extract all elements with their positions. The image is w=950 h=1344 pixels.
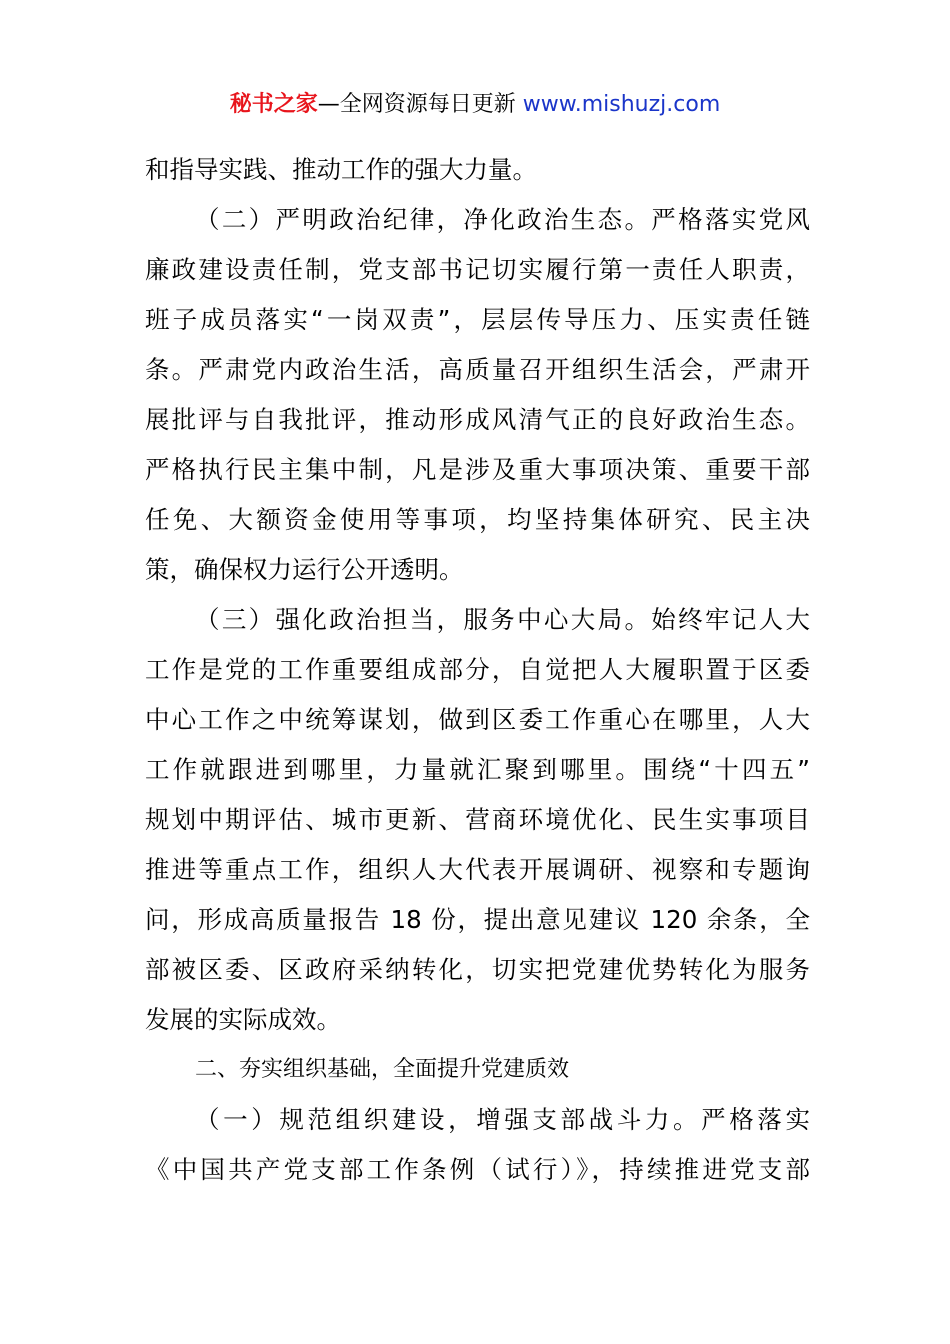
site-tagline: —全网资源每日更新 [317,92,516,117]
section-heading: 二、夯实组织基础，全面提升党建质效 [195,1057,570,1082]
text-line: 部被区委、区政府采纳转化，切实把党建优势转化为服务 [145,955,810,984]
document-body [145,145,810,1195]
text-line: 班子成员落实“一岗双责”，层层传导压力、压实责任链 [145,305,810,334]
text-line: 工作就跟进到哪里，力量就汇聚到哪里。围绕“十四五” [145,755,810,784]
paragraph-first-line: （二）严明政治纪律，净化政治生态。严格落实党风 [195,205,810,234]
text-line: 推进等重点工作，组织人大代表开展调研、视察和专题询 [145,855,810,884]
text-line: 展批评与自我批评，推动形成风清气正的良好政治生态。 [145,405,810,434]
text-line: 策，确保权力运行公开透明。 [145,555,464,584]
text-line: 问，形成高质量报告 18 份，提出意见建议 120 余条，全 [145,905,810,934]
text-line: 条。严肃党内政治生活，高质量召开组织生活会，严肃开 [145,355,810,384]
text-line: 严格执行民主集中制，凡是涉及重大事项决策、重要干部 [145,455,810,484]
text-line: 中心工作之中统筹谋划，做到区委工作重心在哪里，人大 [145,705,810,734]
text-line: 任免、大额资金使用等事项，均坚持集体研究、民主决 [145,505,810,534]
text-line: 《中国共产党支部工作条例（试行）》，持续推进党支部 [145,1155,810,1184]
text-line: 廉政建设责任制，党支部书记切实履行第一责任人职责， [145,255,810,284]
text-line: 和指导实践、推动工作的强大力量。 [145,155,537,184]
text-line: 工作是党的工作重要组成部分，自觉把人大履职置于区委 [145,655,810,684]
paragraph-first-line: （一）规范组织建设，增强支部战斗力。严格落实 [195,1105,810,1134]
text-line: 发展的实际成效。 [145,1005,341,1034]
site-url[interactable]: www.mishuzj.com [522,92,721,117]
page-header [0,89,950,121]
paragraph-first-line: （三）强化政治担当，服务中心大局。始终牢记人大 [195,605,810,634]
text-line: 规划中期评估、城市更新、营商环境优化、民生实事项目 [145,805,810,834]
site-brand: 秘书之家 [229,92,318,117]
